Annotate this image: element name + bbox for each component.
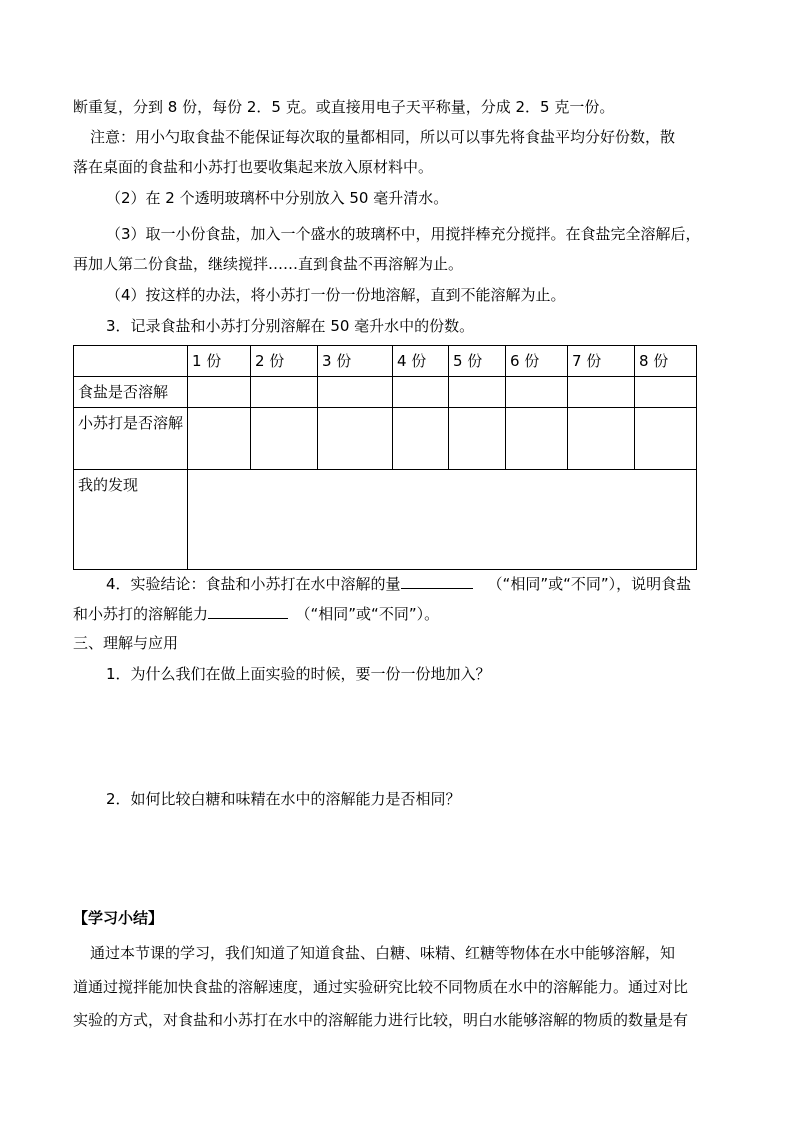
- conclusion-blank-1[interactable]: [401, 572, 473, 589]
- summary-line3: 实验的方式，对食盐和小苏打在水中的溶解能力进行比较，明白水能够溶解的物质的数量是有: [73, 1011, 689, 1029]
- paragraph-note-line2: 落在桌面的食盐和小苏打也要收集起来放入原材料中。: [73, 158, 434, 176]
- answer-cell[interactable]: [568, 377, 635, 408]
- answer-cell[interactable]: [635, 377, 697, 408]
- step-3-line2: 再加人第二份食盐，继续搅拌……直到食盐不再溶解为止。: [73, 255, 464, 273]
- row-label-baking-soda: 小苏打是否溶解: [74, 408, 188, 470]
- paragraph-note-line1: 注意：用小勺取食盐不能保证每次取的量都相同，所以可以事先将食盐平均分好份数，散: [90, 128, 676, 146]
- table-header-cell: 4 份: [393, 346, 449, 377]
- table-row-salt: [74, 377, 697, 408]
- section-title: 三、理解与应用: [73, 634, 179, 652]
- record-table: [73, 345, 697, 570]
- summary-title: 【学习小结】: [73, 909, 164, 927]
- row-label-findings: 我的发现: [74, 470, 188, 570]
- conclusion-line1: 4．实验结论：食盐和小苏打在水中溶解的量 （“相同”或“不同”），说明食盐: [106, 572, 691, 594]
- answer-cell[interactable]: [506, 408, 568, 470]
- answer-cell[interactable]: [251, 408, 318, 470]
- answer-cell[interactable]: [188, 377, 251, 408]
- step-4: （4）按这样的办法，将小苏打一份一份地溶解，直到不能溶解为止。: [106, 286, 566, 304]
- paragraph-procedure-end: 断重复，分到 8 份，每份 2．5 克。或直接用电子天平称量，分成 2．5 克一份。: [73, 98, 615, 116]
- answer-cell[interactable]: [251, 377, 318, 408]
- answer-cell[interactable]: [318, 377, 393, 408]
- answer-cell[interactable]: [318, 408, 393, 470]
- table-corner-cell: [74, 346, 188, 377]
- item-3: 3．记录食盐和小苏打分别溶解在 50 毫升水中的份数。: [106, 317, 475, 335]
- table-header-cell: 1 份: [188, 346, 251, 377]
- findings-answer-cell[interactable]: [188, 470, 697, 570]
- step-2: （2）在 2 个透明玻璃杯中分别放入 50 毫升清水。: [106, 189, 449, 207]
- table-header-cell: 8 份: [635, 346, 697, 377]
- question-2: 2．如何比较白糖和味精在水中的溶解能力是否相同？: [106, 790, 461, 808]
- table-header-cell: 2 份: [251, 346, 318, 377]
- table-row-findings: [74, 470, 697, 570]
- question-1: 1．为什么我们在做上面实验的时候，要一份一份地加入？: [106, 665, 491, 683]
- conclusion-blank-2[interactable]: [208, 602, 288, 619]
- answer-cell[interactable]: [506, 377, 568, 408]
- answer-cell[interactable]: [449, 377, 506, 408]
- answer-cell[interactable]: [393, 408, 449, 470]
- conclusion-line2: 和小苏打的溶解能力 （“相同”或“不同”）。: [73, 602, 439, 624]
- answer-cell[interactable]: [188, 408, 251, 470]
- row-label-salt: 食盐是否溶解: [74, 377, 188, 408]
- table-header-row: [74, 346, 697, 377]
- table-header-cell: 7 份: [568, 346, 635, 377]
- summary-line1: 通过本节课的学习，我们知道了知道食盐、白糖、味精、红糖等物体在水中能够溶解，知: [90, 944, 676, 962]
- table-header-cell: 5 份: [449, 346, 506, 377]
- answer-cell[interactable]: [393, 377, 449, 408]
- step-3-line1: （3）取一小份食盐，加入一个盛水的玻璃杯中，用搅拌棒充分搅拌。在食盐完全溶解后，: [106, 225, 701, 243]
- table-row-baking-soda: [74, 408, 697, 470]
- summary-line2: 道通过搅拌能加快食盐的溶解速度，通过实验研究比较不同物质在水中的溶解能力。通过对比: [73, 978, 689, 996]
- table-header-cell: 6 份: [506, 346, 568, 377]
- answer-cell[interactable]: [568, 408, 635, 470]
- table-header-cell: 3 份: [318, 346, 393, 377]
- answer-cell[interactable]: [635, 408, 697, 470]
- answer-cell[interactable]: [449, 408, 506, 470]
